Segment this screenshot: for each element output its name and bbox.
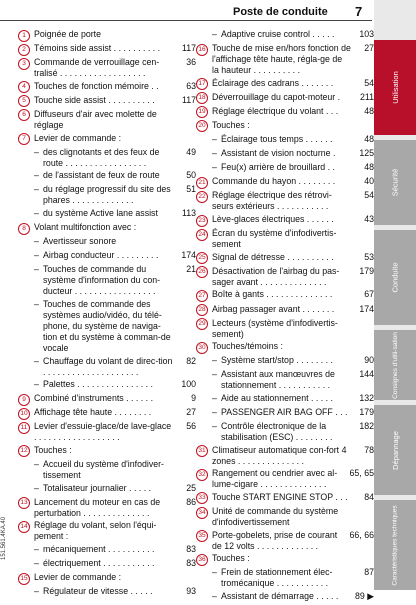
- item-label: du réglage progressif du site des phares . . . . . . . . . . . . .: [43, 184, 171, 206]
- legend-item: [196, 553, 374, 566]
- page-reference[interactable]: [173, 133, 196, 146]
- page-reference[interactable]: 54: [364, 190, 374, 201]
- legend-item: [196, 289, 374, 302]
- tab-depannage[interactable]: Dépannage: [374, 405, 416, 495]
- item-label: Feu(x) arrière de brouillard . .: [221, 162, 335, 173]
- item-label: Touche START ENGINE STOP . . .: [212, 491, 348, 502]
- page-reference[interactable]: 89 ▶: [355, 590, 374, 601]
- sub-item-dash: –: [212, 407, 217, 418]
- item-label: Avertisseur sonore: [43, 236, 117, 247]
- page-reference[interactable]: 65, 65: [349, 468, 374, 479]
- page-reference[interactable]: 25: [186, 482, 196, 493]
- page-reference[interactable]: [173, 572, 196, 585]
- legend-item: [196, 591, 374, 604]
- item-label: Touches :: [34, 444, 72, 455]
- item-number-badge: 33: [196, 492, 208, 504]
- legend-item: [196, 228, 374, 250]
- item-label: Lève-glaces électriques . . . . . .: [212, 214, 334, 225]
- item-label: Système start/stop . . . . . . . .: [221, 355, 333, 366]
- tab-caracteristiques[interactable]: Caractéristiques techniques: [374, 500, 416, 590]
- page-reference[interactable]: 132: [359, 392, 374, 403]
- page-reference[interactable]: 117: [181, 94, 196, 105]
- right-column: [196, 29, 374, 605]
- legend-item: [18, 170, 196, 183]
- legend-item: [18, 264, 196, 297]
- item-label: Volant multifonction avec :: [34, 222, 137, 233]
- legend-item: [18, 421, 196, 443]
- page-reference[interactable]: [351, 553, 374, 566]
- sub-item-dash: –: [34, 184, 39, 195]
- item-label: Éclairage des cadrans . . . . . . .: [212, 77, 334, 88]
- legend-item: [196, 304, 374, 317]
- item-label: Contrôle électronique de la stabilisation (ESC) . . . . . . . .: [221, 421, 333, 443]
- page-reference[interactable]: 48: [364, 134, 374, 145]
- item-label: Affichage tête haute . . . . . . . .: [34, 407, 152, 418]
- item-number-badge: 30: [196, 342, 208, 354]
- item-label: Airbag conducteur . . . . . . . . .: [43, 250, 159, 261]
- item-number-badge: 4: [18, 81, 30, 93]
- sub-item-dash: –: [34, 355, 39, 366]
- item-label: Adaptive cruise control . . . . .: [221, 29, 335, 39]
- sub-item-dash: –: [34, 459, 39, 470]
- page-reference[interactable]: 103: [359, 29, 374, 39]
- page-reference[interactable]: [173, 445, 196, 458]
- legend-item: [18, 147, 196, 169]
- item-number-badge: 29: [196, 318, 208, 330]
- item-label: Désactivation de l'airbag du pas-sager avant . . . . . . . . . . . . . .: [212, 265, 340, 287]
- page-reference[interactable]: [351, 506, 374, 528]
- item-label: de l'assistant de feux de route: [43, 170, 160, 181]
- item-number-badge: 23: [196, 215, 208, 227]
- legend-item: [196, 530, 374, 552]
- page-reference[interactable]: 78: [364, 444, 374, 455]
- item-label: mécaniquement . . . . . . . . . .: [43, 543, 155, 554]
- item-label: Réglage électrique du volant . . .: [212, 105, 339, 116]
- item-number-badge: 20: [196, 120, 208, 132]
- item-number-badge: 22: [196, 191, 208, 203]
- legend-item: [196, 134, 374, 147]
- page-reference[interactable]: [351, 228, 374, 250]
- page-reference[interactable]: 40: [364, 176, 374, 187]
- item-number-badge: 2: [18, 44, 30, 56]
- page-reference[interactable]: 63: [186, 80, 196, 91]
- legend-item: [18, 520, 196, 542]
- page-reference[interactable]: 90: [364, 355, 374, 366]
- sub-item-dash: –: [212, 392, 217, 403]
- item-label: Touches :: [212, 553, 250, 564]
- item-label: Touches de commande du système d'information du con-ducteur . . . . . . . . . . . . . . . . .: [43, 264, 161, 297]
- legend-item: [18, 95, 196, 108]
- page-reference[interactable]: [173, 222, 196, 235]
- legend-item: [18, 57, 196, 79]
- page-reference[interactable]: 82: [186, 355, 196, 366]
- tab-utilisation[interactable]: Utilisation: [374, 40, 416, 135]
- page-reference[interactable]: 48: [364, 105, 374, 116]
- item-number-badge: 36: [196, 554, 208, 566]
- item-label: Lecteurs (système d'infodivertis-sement): [212, 317, 338, 339]
- legend-item: [18, 250, 196, 263]
- legend-item: [196, 78, 374, 91]
- legend-item: [196, 369, 374, 391]
- page-reference[interactable]: 43: [364, 214, 374, 225]
- legend-item: [18, 236, 196, 249]
- legend-item: [18, 586, 196, 599]
- item-label: Unité de commande du système d'infodivertissement: [212, 506, 339, 528]
- item-label: Accueil du système d'infodiver-tissement: [43, 459, 164, 481]
- legend-item: [18, 393, 196, 406]
- legend-item: [196, 318, 374, 340]
- legend-item: [18, 208, 196, 221]
- legend-item: [18, 558, 196, 571]
- item-label: Airbag passager avant . . . . . . .: [212, 303, 335, 314]
- sub-item-dash: –: [34, 250, 39, 261]
- item-label: Levier de commande :: [34, 572, 122, 583]
- item-label: Levier d'essuie-glace/de lave-glace . . . . . . . . . . . . . . . . . .: [34, 421, 172, 443]
- sub-item-dash: –: [34, 170, 39, 181]
- item-label: Chauffage du volant de direc-tion . . . . . . . . . . . . . . . . . . . .: [43, 355, 173, 377]
- legend-item: [18, 459, 196, 481]
- sub-item-dash: –: [212, 590, 217, 601]
- legend-item: [18, 356, 196, 378]
- item-label: Rangement ou cendrier avec al-lume-cigare . . . . . . . . . . . . . .: [212, 468, 338, 490]
- legend-item: [196, 106, 374, 119]
- legend-item: [196, 567, 374, 589]
- page-reference[interactable]: [173, 459, 196, 481]
- page-reference[interactable]: 84: [364, 491, 374, 502]
- item-label: Assistant de démarrage . . . . .: [221, 590, 339, 601]
- item-number-badge: 32: [196, 469, 208, 481]
- item-label: Diffuseurs d'air avec molette de réglage: [34, 108, 157, 130]
- page-reference[interactable]: 27: [364, 43, 374, 54]
- item-number-badge: 9: [18, 394, 30, 406]
- item-number-badge: 12: [18, 445, 30, 457]
- page-reference[interactable]: 182: [359, 421, 374, 432]
- legend-item: [18, 109, 196, 131]
- item-number-badge: 28: [196, 304, 208, 316]
- item-label: Commande du hayon . . . . . . . .: [212, 176, 336, 187]
- item-number-badge: 8: [18, 223, 30, 235]
- legend-item: [18, 497, 196, 519]
- page-reference[interactable]: 36: [186, 57, 196, 68]
- legend-item: [196, 214, 374, 227]
- legend-item: [18, 184, 196, 206]
- item-number-badge: 35: [196, 530, 208, 542]
- page-title: Poste de conduite: [233, 6, 328, 18]
- legend-item: [196, 506, 374, 528]
- legend-item: [18, 544, 196, 557]
- page-reference[interactable]: 51: [186, 184, 196, 195]
- item-label: des clignotants et des feux de route . . . . . . . . . . . . . . . . .: [43, 146, 160, 168]
- sub-item-dash: –: [212, 369, 217, 380]
- sub-item-dash: –: [34, 482, 39, 493]
- sub-item-dash: –: [212, 421, 217, 432]
- item-label: Déverrouillage du capot-moteur .: [212, 91, 341, 102]
- page-reference[interactable]: 27: [186, 407, 196, 418]
- item-number-badge: 7: [18, 133, 30, 145]
- page-reference[interactable]: 117: [181, 43, 196, 54]
- item-label: Éclairage tous temps . . . . . .: [221, 134, 333, 145]
- item-label: Frein de stationnement élec-tromécanique . . . . . . . . . . .: [221, 567, 333, 589]
- legend-item: [196, 190, 374, 212]
- item-number-badge: 18: [196, 92, 208, 104]
- item-label: Témoins side assist . . . . . . . . . .: [34, 43, 161, 54]
- item-number-badge: 11: [18, 422, 30, 434]
- item-number-badge: 26: [196, 266, 208, 278]
- item-number-badge: 19: [196, 106, 208, 118]
- page-reference[interactable]: [173, 29, 196, 42]
- page-reference[interactable]: 174: [181, 250, 196, 261]
- page-reference[interactable]: 48: [364, 162, 374, 173]
- legend-item: [196, 445, 374, 467]
- legend-item: [196, 266, 374, 288]
- item-label: Touches/témoins :: [212, 341, 283, 352]
- item-label: Palettes . . . . . . . . . . . . . . . .: [43, 379, 153, 390]
- sub-item-dash: –: [212, 355, 217, 366]
- item-label: Commande de verrouillage cen-tralisé . . . . . . . . . . . . . . . . . .: [34, 57, 160, 79]
- legend-item: [196, 407, 374, 420]
- item-label: Réglage du volant, selon l'équi-pement :: [34, 520, 157, 542]
- page-reference[interactable]: [351, 120, 374, 133]
- item-label: Touches :: [212, 119, 250, 130]
- sub-item-dash: –: [34, 558, 39, 569]
- sub-item-dash: –: [34, 236, 39, 247]
- item-label: PASSENGER AIR BAG OFF . . .: [221, 407, 348, 418]
- page-reference[interactable]: 179: [359, 407, 374, 418]
- item-label: Poignée de porte: [34, 29, 102, 39]
- legend-item: [18, 222, 196, 235]
- legend-item: [18, 572, 196, 585]
- legend-item: [18, 445, 196, 458]
- sub-item-dash: –: [212, 162, 217, 173]
- legend-item: [196, 120, 374, 133]
- page-reference[interactable]: 56: [186, 421, 196, 432]
- page-reference[interactable]: [173, 109, 196, 131]
- page-reference[interactable]: [351, 341, 374, 354]
- legend-item: [18, 483, 196, 496]
- page-reference[interactable]: 67: [364, 289, 374, 300]
- page-reference[interactable]: 179: [359, 265, 374, 276]
- page-reference[interactable]: [173, 299, 196, 354]
- section-sidebar: [374, 0, 416, 590]
- legend-item: [18, 29, 196, 42]
- item-label: Aide au stationnement . . . . .: [221, 392, 333, 403]
- page-reference[interactable]: 144: [359, 369, 374, 380]
- page-reference[interactable]: 174: [359, 303, 374, 314]
- item-number-badge: 13: [18, 497, 30, 509]
- sub-item-dash: –: [212, 134, 217, 145]
- legend-item: [18, 407, 196, 420]
- item-label: du système Active lane assist: [43, 207, 158, 218]
- header-rule: [0, 20, 372, 21]
- item-label: Climatiseur automatique con-fort 4 zones . . . . . . . . . . . . . .: [212, 444, 347, 466]
- sub-item-dash: –: [212, 148, 217, 159]
- item-number-badge: 27: [196, 290, 208, 302]
- document-code: 151.561.4KA.40: [1, 516, 7, 560]
- item-number-badge: 3: [18, 58, 30, 70]
- sub-item-dash: –: [212, 567, 217, 578]
- page-reference[interactable]: [351, 318, 374, 340]
- page-reference[interactable]: 113: [181, 207, 196, 218]
- page-reference[interactable]: 83: [186, 543, 196, 554]
- item-label: Touches de fonction mémoire . .: [34, 80, 159, 91]
- item-number-badge: 5: [18, 95, 30, 107]
- legend-item: [196, 176, 374, 189]
- item-label: Lancement du moteur en cas de perturbation . . . . . . . . . . . . . .: [34, 496, 161, 518]
- tab-conduite[interactable]: Conduite: [374, 230, 416, 325]
- legend-item: [196, 252, 374, 265]
- page-reference[interactable]: 50: [186, 170, 196, 181]
- page-reference[interactable]: 87: [364, 567, 374, 578]
- item-number-badge: 10: [18, 408, 30, 420]
- legend-item: [196, 29, 374, 42]
- item-number-badge: 34: [196, 507, 208, 519]
- item-label: Combiné d'instruments . . . . . .: [34, 393, 154, 404]
- legend-item: [196, 162, 374, 175]
- sub-item-dash: –: [34, 543, 39, 554]
- item-number-badge: 15: [18, 573, 30, 585]
- page-reference[interactable]: 21: [186, 264, 196, 275]
- item-label: Touche de mise en/hors fonction de l'affichage tête haute, régla-ge de la hauteur . . . . . . . . . .: [212, 43, 351, 76]
- item-label: Assistant de vision nocturne .: [221, 148, 336, 159]
- page-reference[interactable]: 125: [359, 148, 374, 159]
- legend-item: [196, 393, 374, 406]
- page-reference[interactable]: 100: [181, 379, 196, 390]
- item-number-badge: 6: [18, 109, 30, 121]
- legend-item: [196, 92, 374, 105]
- sub-item-dash: –: [34, 586, 39, 597]
- legend-item: [196, 492, 374, 505]
- sub-item-dash: –: [34, 207, 39, 218]
- sub-item-dash: –: [34, 298, 39, 309]
- left-column: [18, 29, 196, 600]
- item-label: Assistant aux manœuvres de stationnement . . . . . . . . . . .: [221, 369, 335, 391]
- item-number-badge: 17: [196, 78, 208, 90]
- page-reference[interactable]: 93: [186, 586, 196, 597]
- page-reference[interactable]: 211: [359, 91, 374, 102]
- item-label: Touches de commande des systèmes audio/vidéo, du télé-phone, du système de naviga-tion et du système à comman-de vocale: [43, 298, 171, 353]
- item-label: Réglage électrique des rétrovi-seurs extérieurs . . . . . . . . . . .: [212, 190, 332, 212]
- page-reference[interactable]: 54: [364, 77, 374, 88]
- item-label: Touche side assist . . . . . . . . . .: [34, 94, 155, 105]
- page-reference[interactable]: 86: [186, 496, 196, 507]
- item-label: Porte-gobelets, prise de courant de 12 volts . . . . . . . . . . . . .: [212, 529, 338, 551]
- sub-item-dash: –: [34, 146, 39, 157]
- legend-item: [196, 148, 374, 161]
- legend-item: [18, 299, 196, 354]
- legend-item: [18, 133, 196, 146]
- item-label: Totalisateur journalier . . . . .: [43, 482, 152, 493]
- item-label: Boîte à gants . . . . . . . . . . . . . .: [212, 289, 333, 300]
- page-reference[interactable]: 66, 66: [349, 529, 374, 540]
- legend-item: [18, 43, 196, 56]
- item-label: Régulateur de vitesse . . . . .: [43, 586, 153, 597]
- item-number-badge: 24: [196, 229, 208, 241]
- item-number-badge: 31: [196, 445, 208, 457]
- item-label: Signal de détresse . . . . . . . . . .: [212, 251, 334, 262]
- item-label: Levier de commande :: [34, 132, 122, 143]
- page-reference[interactable]: 49: [186, 146, 196, 157]
- item-number-badge: 21: [196, 177, 208, 189]
- legend-item: [196, 421, 374, 443]
- page-reference[interactable]: [173, 520, 196, 542]
- legend-item: [196, 468, 374, 490]
- sub-item-dash: –: [212, 29, 217, 39]
- legend-item: [18, 379, 196, 392]
- legend-item: [196, 43, 374, 76]
- item-number-badge: 14: [18, 521, 30, 533]
- page-reference[interactable]: 53: [364, 251, 374, 262]
- legend-item: [18, 81, 196, 94]
- page-reference[interactable]: 9: [191, 393, 196, 404]
- page-reference[interactable]: 83: [186, 558, 196, 569]
- item-number-badge: 16: [196, 44, 208, 56]
- legend-item: [196, 341, 374, 354]
- item-label: électriquement . . . . . . . . . . .: [43, 558, 155, 569]
- item-label: Écran du système d'infodivertis-sement: [212, 228, 337, 250]
- sub-item-dash: –: [34, 264, 39, 275]
- item-number-badge: 1: [18, 30, 30, 42]
- page-number: 7: [355, 4, 363, 19]
- item-number-badge: 25: [196, 252, 208, 264]
- legend-item: [196, 355, 374, 368]
- page-reference[interactable]: [173, 236, 196, 249]
- tab-securite[interactable]: Sécurité: [374, 140, 416, 225]
- sub-item-dash: –: [34, 379, 39, 390]
- tab-consignes[interactable]: Consignes d'utili-sation: [374, 330, 416, 400]
